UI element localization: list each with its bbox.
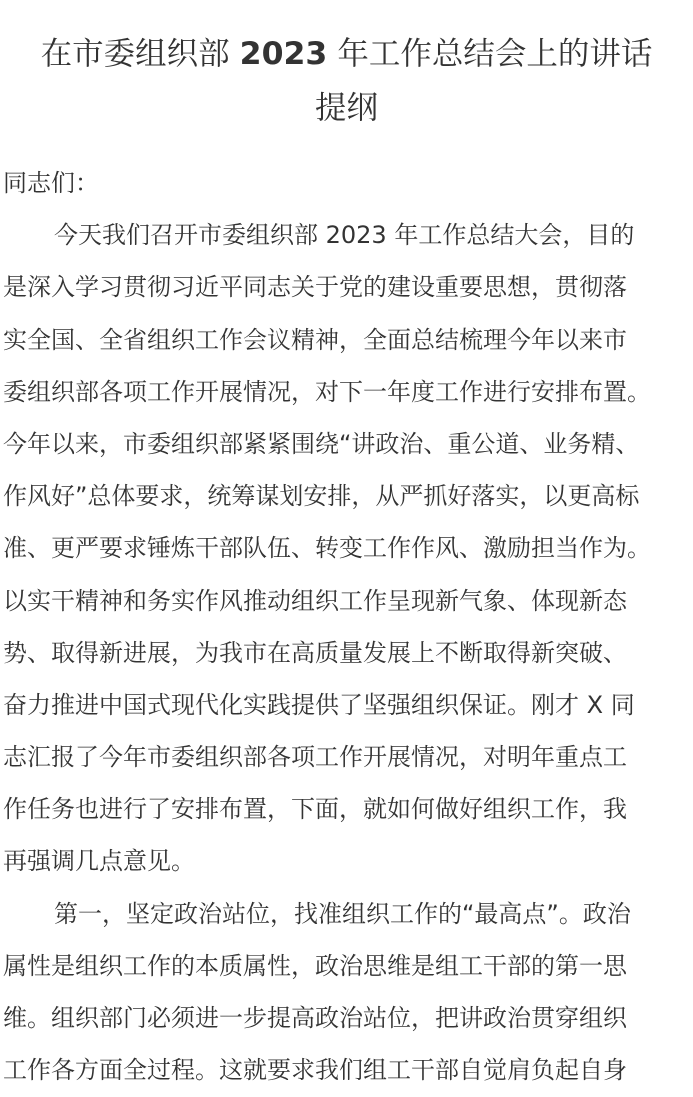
paragraph-line: 作风好”总体要求，统筹谋划安排，从严抓好落实，以更高标 xyxy=(3,482,640,511)
paragraph-line: 准、更严要求锤炼干部队伍、转变工作作风、激励担当作为。 xyxy=(3,534,651,563)
paragraph-line: 属性是组织工作的本质属性，政治思维是组工干部的第一思 xyxy=(3,951,627,980)
title-text: 年工作总结会上的讲话 xyxy=(327,36,653,72)
title-year: 2023 xyxy=(239,36,328,72)
paragraph-line: 工作各方面全过程。这就要求我们组工干部自觉肩负起自身 xyxy=(3,1056,627,1085)
title-text: 在市委组织部 xyxy=(40,36,240,72)
salutation: 同志们： xyxy=(3,169,99,197)
paragraph-line: 奋力推进中国式现代化实践提供了坚强组织保证。刚才 X 同 xyxy=(3,690,635,719)
paragraph-line: 是深入学习贯彻习近平同志关于党的建设重要思想，贯彻落 xyxy=(3,273,627,302)
paragraph-line: 再强调几点意见。 xyxy=(3,847,195,876)
paragraph-line: 今天我们召开市委组织部 2023 年工作总结大会，目的 xyxy=(54,221,635,250)
paragraph-line: 第一，坚定政治站位，找准组织工作的“最高点”。政治 xyxy=(54,899,631,928)
paragraph-line: 势、取得新进展，为我市在高质量发展上不断取得新突破、 xyxy=(3,638,627,667)
document-title xyxy=(0,27,693,135)
title-text: 提纲 xyxy=(314,90,378,126)
document-body xyxy=(3,157,693,1096)
paragraph-line: 维。组织部门必须进一步提高政治站位，把讲政治贯穿组织 xyxy=(3,1004,627,1032)
paragraph-line: 以实干精神和务实作风推动组织工作呈现新气象、体现新态 xyxy=(3,586,627,615)
paragraph-line: 作任务也进行了安排布置，下面，就如何做好组织工作，我 xyxy=(3,795,627,824)
paragraph-line: 志汇报了今年市委组织部各项工作开展情况，对明年重点工 xyxy=(3,743,627,772)
title-line xyxy=(0,81,693,135)
title-line xyxy=(0,27,693,81)
paragraph-line: 今年以来，市委组织部紧紧围绕“讲政治、重公道、业务精、 xyxy=(3,429,640,458)
paragraph-line: 委组织部各项工作开展情况，对下一年度工作进行安排布置。 xyxy=(3,377,651,406)
paragraph-line: 实全国、全省组织工作会议精神，全面总结梳理今年以来市 xyxy=(3,325,627,354)
